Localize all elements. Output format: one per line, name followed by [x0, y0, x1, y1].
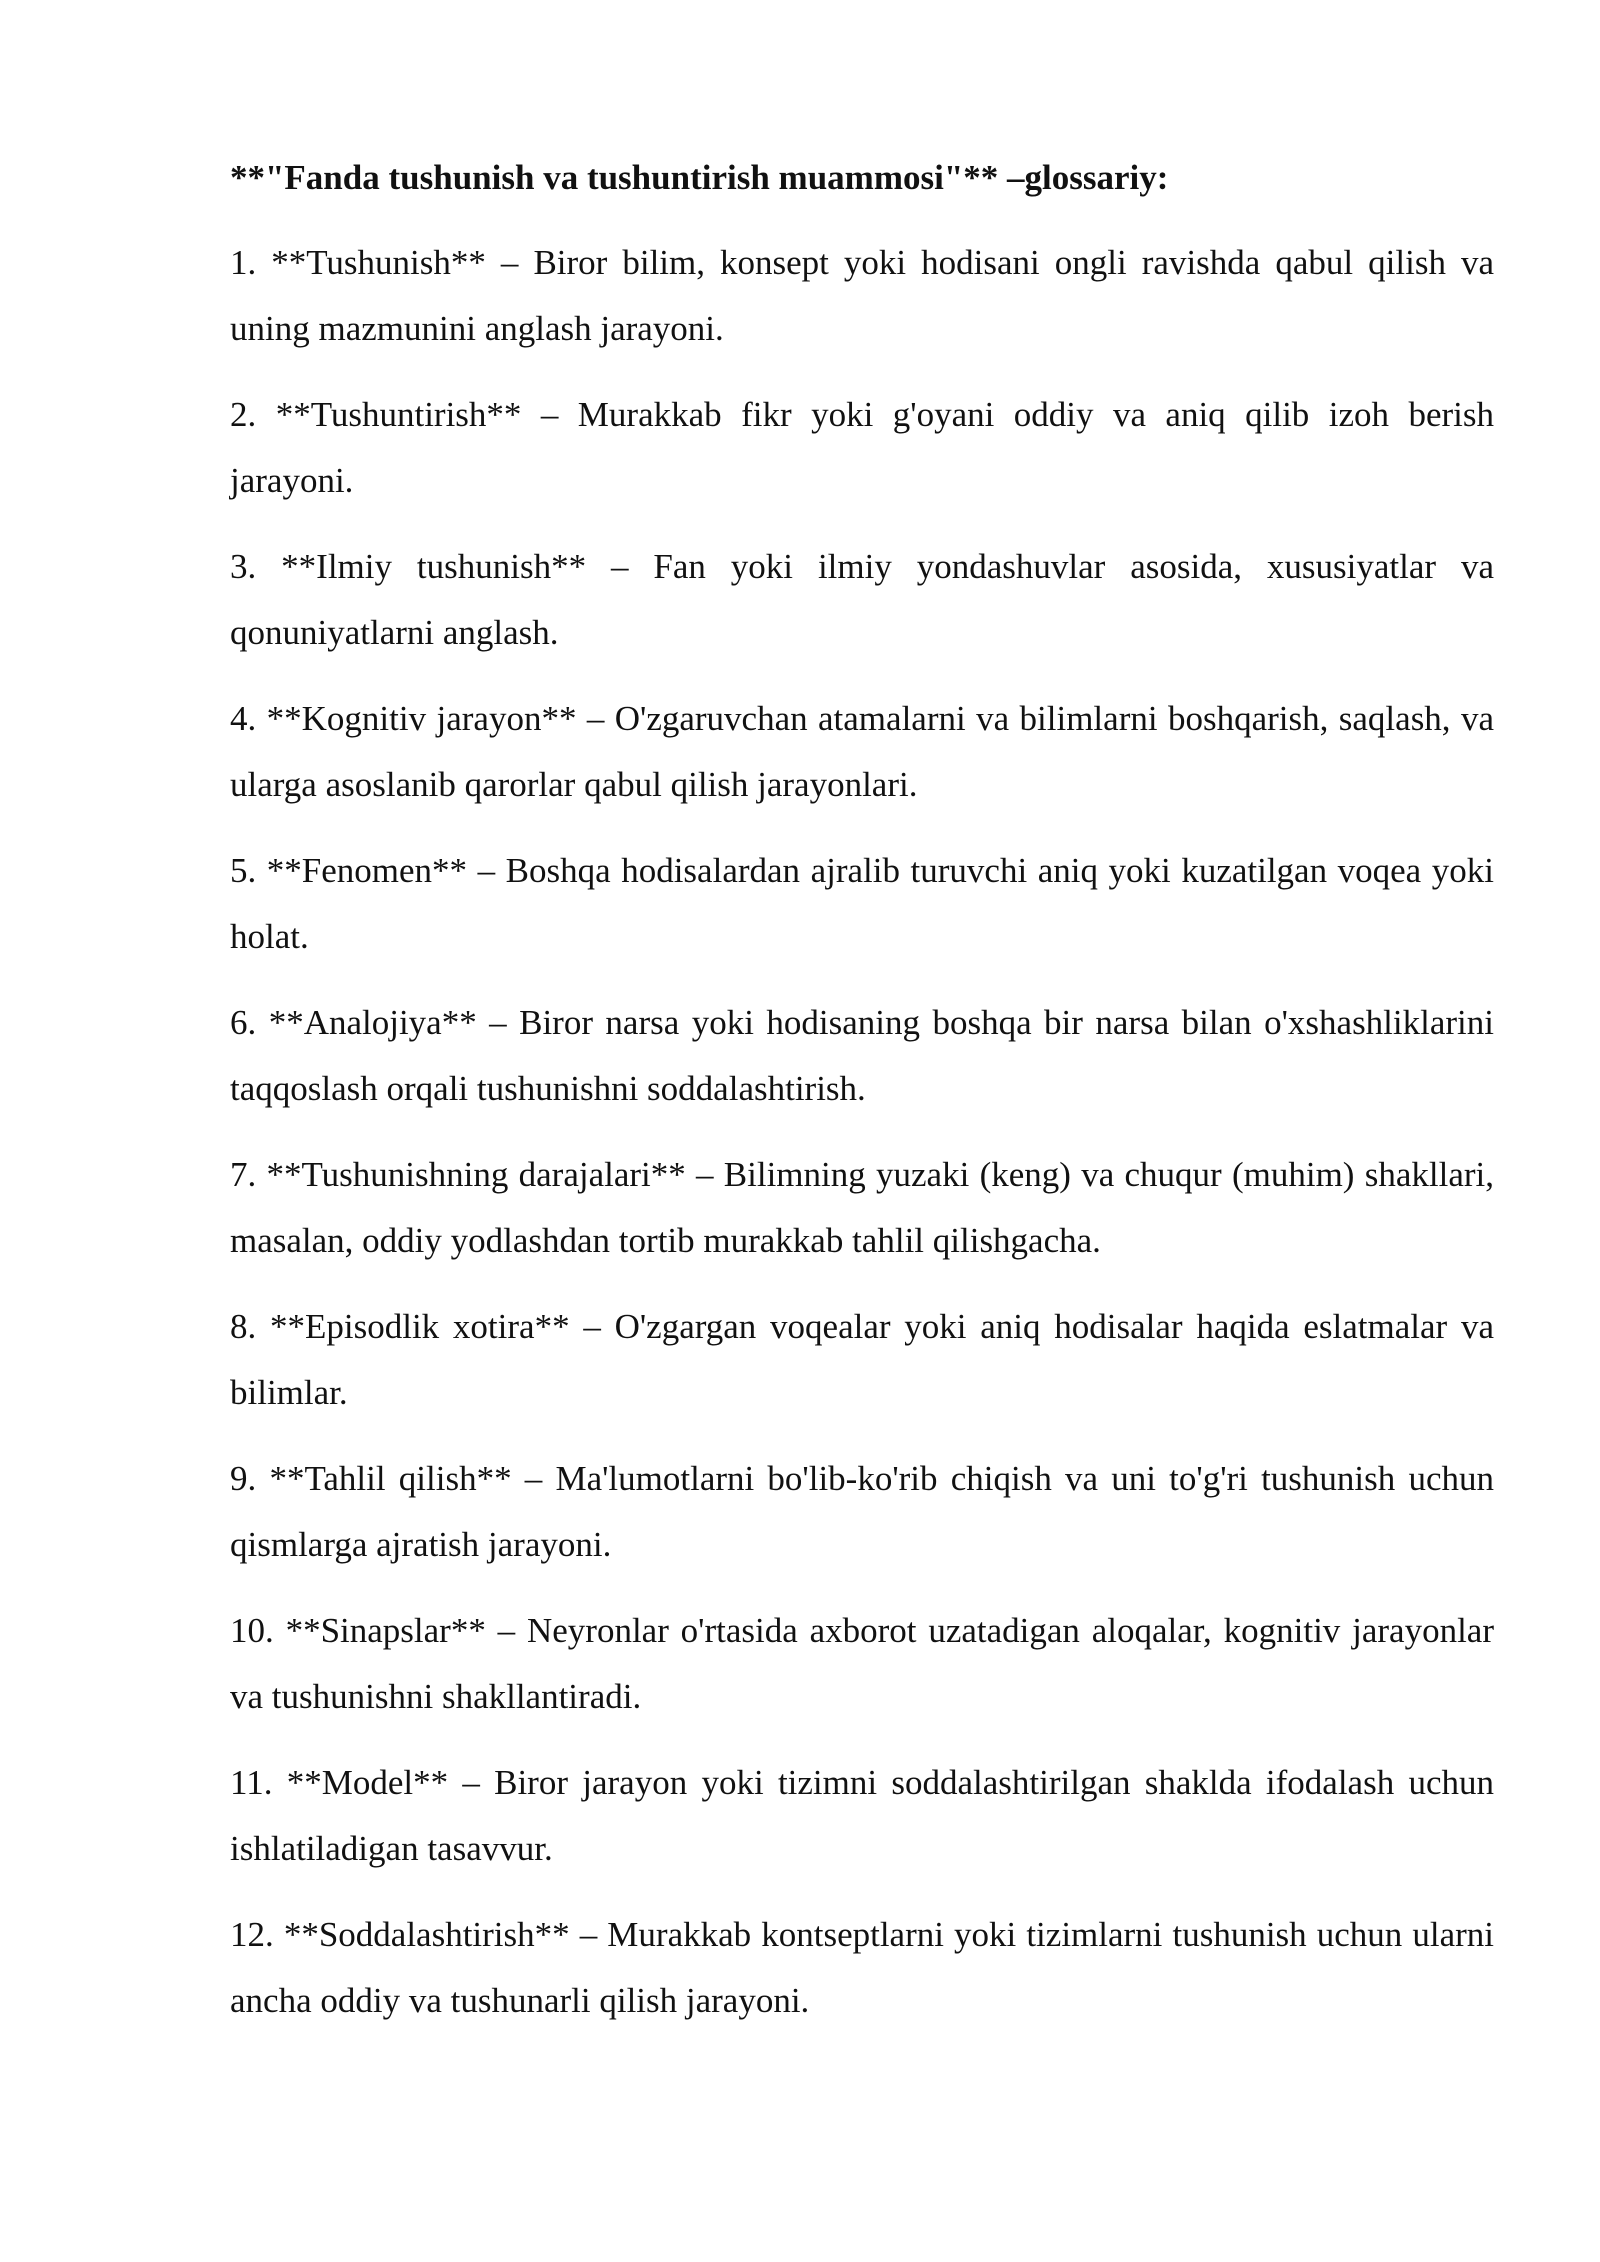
glossary-entry-8: 8. **Episodlik xotira** – O'zgargan voqealar yoki aniq hodisalar haqida eslatmalar va bilimlar. — [230, 1307, 1494, 1412]
glossary-entry-3: 3. **Ilmiy tushunish** – Fan yoki ilmiy yondashuvlar asosida, xususiyatlar va qonuniyatlarni anglash. — [230, 547, 1494, 652]
glossary-entry-12: 12. **Soddalashtirish** – Murakkab kontseptlarni yoki tizimlarni tushunish uchun ularni ancha oddiy va tushunarli qilish jarayoni. — [230, 1915, 1494, 2020]
glossary-entry-9: 9. **Tahlil qilish** – Ma'lumotlarni bo'lib-ko'rib chiqish va uni to'g'ri tushunish uchun qismlarga ajratish jarayoni. — [230, 1459, 1494, 1564]
glossary-entry-2: 2. **Tushuntirish** – Murakkab fikr yoki g'oyani oddiy va aniq qilib izoh berish jarayoni. — [230, 395, 1494, 500]
glossary-entry-5: 5. **Fenomen** – Boshqa hodisalardan ajralib turuvchi aniq yoki kuzatilgan voqea yoki holat. — [230, 851, 1494, 956]
glossary-entry-10: 10. **Sinapslar** – Neyronlar o'rtasida axborot uzatadigan aloqalar, kognitiv jarayonlar va tushunishni shakllantiradi. — [230, 1611, 1494, 1716]
glossary-entry-1: 1. **Tushunish** – Biror bilim, konsept yoki hodisani ongli ravishda qabul qilish va uning mazmunini anglash jarayoni. — [230, 243, 1494, 348]
glossary-entry-4: 4. **Kognitiv jarayon** – O'zgaruvchan atamalarni va bilimlarni boshqarish, saqlash, va ularga asoslanib qarorlar qabul qilish jarayonlari. — [230, 699, 1494, 804]
glossary-entry-7: 7. **Tushunishning darajalari** – Bilimning yuzaki (keng) va chuqur (muhim) shakllari, masalan, oddiy yodlashdan tortib murakkab tahlil qilishgacha. — [230, 1155, 1494, 1260]
glossary-entry-6: 6. **Analojiya** – Biror narsa yoki hodisaning boshqa bir narsa bilan o'xshashliklarini taqqoslash orqali tushunishni soddalashtirish. — [230, 1003, 1494, 1108]
document-page — [230, 148, 1494, 2054]
glossary-entry-11: 11. **Model** – Biror jarayon yoki tizimni soddalashtirilgan shaklda ifodalash uchun ishlatiladigan tasavvur. — [230, 1763, 1494, 1868]
glossary-title: **"Fanda tushunish va tushuntirish muammosi"** –glossariy: — [230, 158, 1169, 197]
